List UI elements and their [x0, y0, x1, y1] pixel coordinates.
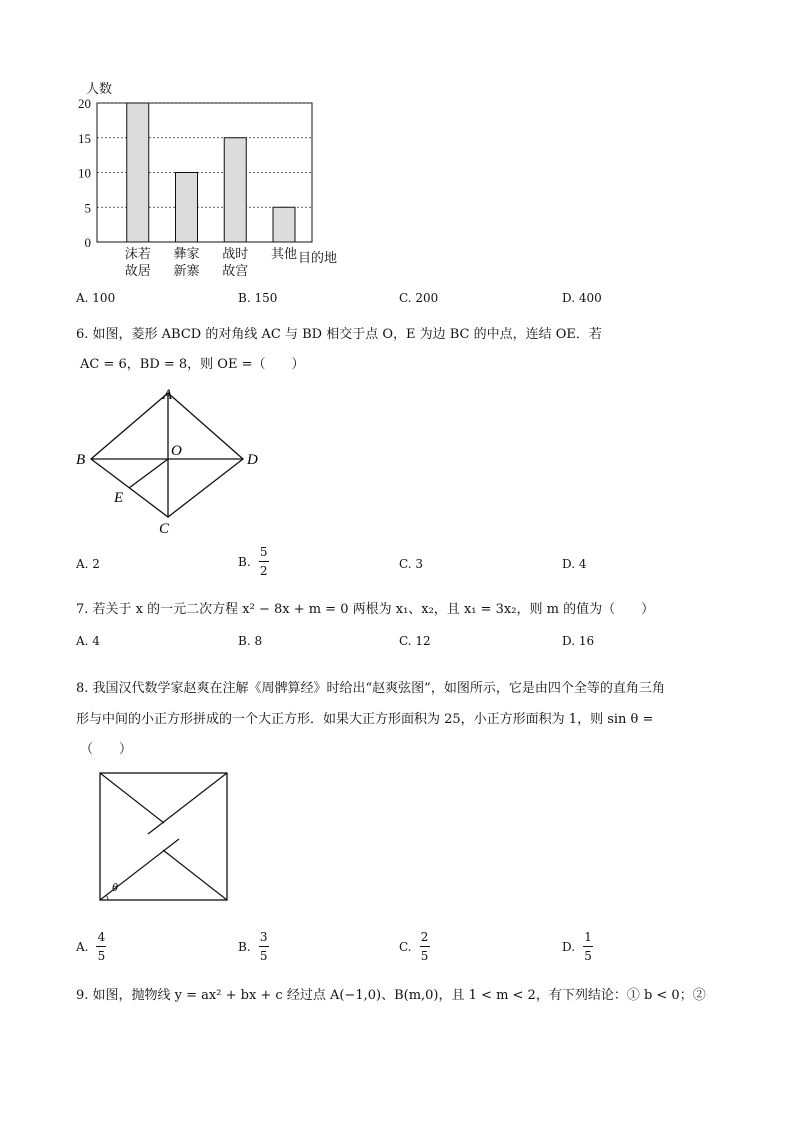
q6-option-b-fraction — [259, 545, 269, 578]
q8-option-b[interactable] — [238, 930, 269, 963]
y-tick-label-15: 15 — [78, 130, 91, 146]
y-axis-label: 人数 — [86, 81, 113, 96]
q8-text-line3: （ ） — [80, 742, 133, 757]
q6-text-line1: 6. 如图，菱形 ABCD 的对角线 AC 与 BD 相交于点 O，E 为边 BC 的中点，连结 OE．若 — [76, 327, 602, 342]
q5-option-b[interactable]: B. 150 — [238, 291, 278, 305]
label-a: A — [163, 387, 173, 403]
zhao-shuang-figure — [90, 765, 240, 910]
large-square — [100, 773, 227, 900]
q6-text-line2: AC = 6，BD = 8，则 OE =（ ） — [80, 357, 305, 372]
q6-option-a[interactable]: A. 2 — [76, 557, 100, 571]
q8-c-den: 5 — [420, 949, 429, 963]
x-tick-label-2-1: 故宫 — [222, 263, 249, 278]
x-tick-label-1-1: 新寨 — [173, 263, 200, 278]
q8-b-num: 3 — [259, 930, 268, 944]
q5-option-d[interactable]: D. 400 — [562, 291, 602, 305]
bar-2 — [224, 138, 246, 242]
q8-a-prefix: A. — [76, 939, 89, 954]
q6-option-d[interactable]: D. 4 — [562, 557, 587, 571]
x-tick-label-3-0: 其他 — [270, 246, 298, 261]
q8-b-prefix: B. — [238, 939, 251, 954]
x-tick-label-2-0: 战时 — [222, 246, 249, 261]
q8-d-den: 5 — [584, 949, 592, 963]
q8-d-prefix: D. — [562, 939, 576, 954]
q7-text: 7. 若关于 x 的一元二次方程 x² − 8x + m = 0 两根为 x₁、x₂，且 x₁ = 3x₂，则 m 的值为（ ） — [76, 602, 655, 617]
y-tick-label-0: 0 — [84, 235, 91, 250]
q8-text-line1: 8. 我国汉代数学家赵爽在注解《周髀算经》时给出“赵爽弦图”，如图所示，它是由四个全等的直角三角 — [76, 681, 665, 696]
x-tick-label-0-1: 故居 — [124, 263, 151, 278]
q6-option-b[interactable] — [238, 545, 269, 578]
label-o: O — [171, 443, 182, 459]
q6-option-c[interactable]: C. 3 — [399, 557, 424, 571]
bar-0 — [127, 103, 149, 242]
q8-d-fraction — [583, 930, 593, 963]
q8-c-num: 2 — [420, 930, 429, 944]
y-tick-label-5: 5 — [84, 200, 91, 216]
bar-3 — [273, 207, 295, 242]
q8-b-fraction — [259, 930, 269, 963]
q8-a-fraction — [96, 930, 106, 963]
q9-text: 9. 如图，抛物线 y = ax² + bx + c 经过点 A(−1,0)、B(m,0)，且 1 < m < 2，有下列结论：① b < 0；② — [76, 988, 706, 1003]
q6-option-b-prefix: B. — [238, 554, 251, 569]
q8-c-prefix: C. — [399, 939, 412, 954]
label-d: D — [247, 452, 258, 468]
hyp-line-4 — [163, 850, 227, 900]
q6-b-num: 5 — [259, 545, 268, 559]
x-tick-label-0-0: 沫若 — [124, 246, 151, 261]
hyp-line-2 — [100, 773, 164, 823]
label-c: C — [159, 521, 170, 537]
q8-d-num: 1 — [584, 930, 592, 944]
q8-c-fraction — [420, 930, 430, 963]
q7-option-c[interactable]: C. 12 — [399, 634, 431, 648]
q7-option-b[interactable]: B. 8 — [238, 634, 263, 648]
y-tick-label-20: 20 — [78, 96, 91, 111]
hyp-line-3 — [148, 773, 227, 834]
q7-option-d[interactable]: D. 16 — [562, 634, 595, 648]
q5-option-c[interactable]: C. 200 — [399, 291, 439, 305]
q7-option-a[interactable]: A. 4 — [76, 634, 100, 648]
x-tick-label-1-0: 彝家 — [173, 246, 200, 261]
q8-b-den: 5 — [259, 949, 268, 963]
q8-option-a[interactable] — [76, 930, 106, 963]
theta-label: θ — [112, 880, 118, 894]
label-b: B — [76, 452, 86, 468]
rhombus-figure — [70, 380, 270, 540]
bar-1 — [176, 173, 198, 243]
q8-text-line2: 形与中间的小正方形拼成的一个大正方形．如果大正方形面积为 25，小正方形面积为 1，则 sin θ = — [76, 712, 654, 727]
segment-oe — [129, 459, 168, 488]
bar-chart — [60, 74, 360, 284]
q8-a-num: 4 — [97, 930, 106, 944]
q6-b-den: 2 — [259, 564, 268, 578]
q5-option-a[interactable]: A. 100 — [76, 291, 116, 305]
y-tick-label-10: 10 — [78, 165, 91, 181]
q8-option-d[interactable] — [562, 930, 593, 963]
q8-a-den: 5 — [97, 949, 106, 963]
q8-option-c[interactable] — [399, 930, 430, 963]
theta-arc — [106, 895, 108, 900]
x-axis-label: 目的地 — [298, 250, 338, 265]
label-e: E — [114, 490, 124, 506]
